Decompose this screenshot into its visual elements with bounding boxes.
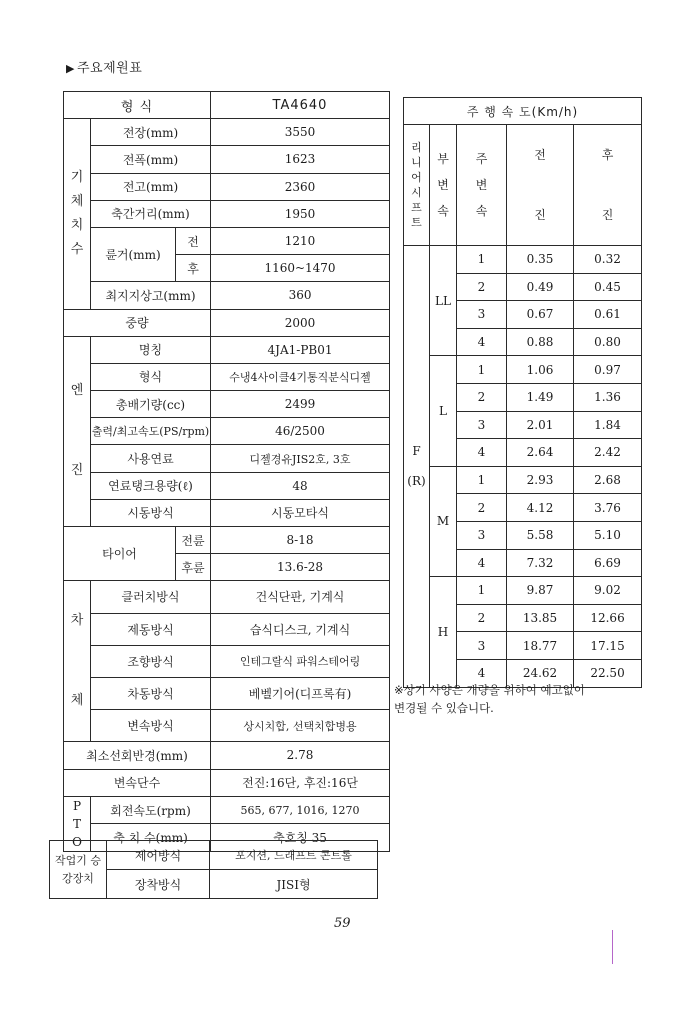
row-label: 클러치방식 [91,581,211,613]
row-value: 565, 677, 1016, 1270 [211,796,390,824]
reverse-speed-cell: 6.69 [574,549,642,577]
row-label: 최소선회반경(mm) [64,742,211,769]
table-row [50,841,378,870]
implement-table [49,840,378,899]
row-value: 축호칭 35 [211,824,390,852]
main-shift-cell: 3 [457,411,507,439]
heading-text: 주요제원표 [76,61,143,76]
row-value: 습식디스크, 기계식 [211,613,390,645]
forward-speed-cell: 2.93 [507,466,574,494]
table-row [64,677,390,709]
row-value: 2499 [211,391,390,418]
sub-label: 후 [176,255,211,282]
row-label: 전고(mm) [91,173,211,200]
main-shift-cell: 1 [457,577,507,605]
row-label: 중량 [64,309,211,336]
row-value: 디젤경유JIS2호, 3호 [211,445,390,472]
table-row [64,613,390,645]
forward-speed-cell: 0.88 [507,328,574,356]
model-value: TA4640 [211,92,390,119]
row-label: 륜거(mm) [91,227,176,281]
main-shift-cell: 4 [457,328,507,356]
forward-speed-cell: 1.49 [507,383,574,411]
main-shift-cell: 3 [457,632,507,660]
table-row [64,645,390,677]
row-label: 변속단수 [64,769,211,796]
row-value: 4JA1-PB01 [211,336,390,363]
main-shift-cell: 3 [457,521,507,549]
table-row [64,309,390,336]
row-value: 1950 [211,200,390,227]
row-label: 사용연료 [91,445,211,472]
table-row [64,119,390,146]
sub-label: 후륜 [176,554,211,581]
table-row [404,577,642,605]
row-value: 3550 [211,119,390,146]
reverse-speed-cell: 9.02 [574,577,642,605]
main-shift-cell: 1 [457,246,507,274]
forward-speed-cell: 1.06 [507,356,574,384]
triangle-marker-icon: ▶ [66,62,75,75]
table-row [64,472,390,499]
sub-shift-cell: M [430,466,457,576]
row-value: 1623 [211,146,390,173]
row-label: 총배기량(cc) [91,391,211,418]
reverse-speed-cell: 2.68 [574,466,642,494]
main-shift-cell: 4 [457,549,507,577]
table-row [64,499,390,526]
forward-speed-cell: 0.35 [507,246,574,274]
table-row [64,796,390,824]
table-row [64,200,390,227]
forward-speed-cell: 0.49 [507,273,574,301]
forward-speed-cell: 2.01 [507,411,574,439]
forward-speed-cell: 18.77 [507,632,574,660]
row-value: 2000 [211,309,390,336]
row-label: 명칭 [91,336,211,363]
row-value: JISI형 [210,870,378,899]
row-label: 출력/최고속도(PS/rpm) [91,418,211,445]
reverse-speed-cell: 0.32 [574,246,642,274]
table-row [64,92,390,119]
row-value: 13.6-28 [211,554,390,581]
sub-shift-cell: H [430,577,457,687]
row-label: 변속방식 [91,710,211,742]
main-shift-cell: 2 [457,494,507,522]
sub-shift-cell: LL [430,246,457,356]
row-label: 조향방식 [91,645,211,677]
main-shift-cell: 1 [457,466,507,494]
sub-label: 전 [176,227,211,254]
sub-label: 전륜 [176,527,211,554]
page-number: 59 [334,916,351,931]
row-label: 형식 [91,363,211,390]
row-label: 최지지상고(mm) [91,282,211,309]
reverse-speed-cell: 5.10 [574,521,642,549]
header-main-shift: 주 변 속 [457,125,507,246]
group-chassis: 차 체 [64,581,91,742]
reverse-speed-cell: 1.36 [574,383,642,411]
table-row [64,363,390,390]
forward-speed-cell: 24.62 [507,659,574,687]
main-shift-cell: 2 [457,604,507,632]
table-row [64,527,390,554]
row-label: 축간거리(mm) [91,200,211,227]
main-shift-cell: 1 [457,356,507,384]
row-value: 상시치합, 선택치합병용 [211,710,390,742]
forward-speed-cell: 4.12 [507,494,574,522]
header-sub-shift: 부 변 속 [430,125,457,246]
table-row [64,445,390,472]
row-label: 전폭(mm) [91,146,211,173]
forward-speed-cell: 5.58 [507,521,574,549]
row-value: 인테그랄식 파워스테어링 [211,645,390,677]
reverse-speed-cell: 0.61 [574,301,642,329]
table-row [404,356,642,384]
shift-label: F (R) [404,246,430,688]
row-value: 전진:16단, 후진:16단 [211,769,390,796]
row-label: 축 치 수(mm) [91,824,211,852]
row-value: 8-18 [211,527,390,554]
row-value: 1160~1470 [211,255,390,282]
reverse-speed-cell: 12.66 [574,604,642,632]
row-label: 제어방식 [107,841,210,870]
group-body-dimensions: 기 체 치 수 [64,119,91,309]
speed-title: 주 행 속 도(Km/h) [404,98,642,125]
row-value: 2.78 [211,742,390,769]
row-value: 수냉4사이클4기통직분식디젤 [211,363,390,390]
table-row [64,581,390,613]
reverse-speed-cell: 3.76 [574,494,642,522]
sub-shift-cell: L [430,356,457,466]
forward-speed-cell: 7.32 [507,549,574,577]
table-row [64,418,390,445]
row-value: 건식단판, 기계식 [211,581,390,613]
row-value: 1210 [211,227,390,254]
group-pto: P T O [64,796,91,851]
row-value: 2360 [211,173,390,200]
header-linear-shift: 리 니 어 시 프 트 [404,125,430,246]
reverse-speed-cell: 1.84 [574,411,642,439]
group-tire: 타이어 [64,527,176,581]
main-shift-cell: 3 [457,301,507,329]
table-row [64,282,390,309]
forward-speed-cell: 13.85 [507,604,574,632]
row-label: 전장(mm) [91,119,211,146]
main-shift-cell: 4 [457,439,507,467]
reverse-speed-cell: 2.42 [574,439,642,467]
note-text: ※상기 사양은 개량을 위하여 예고없이 변경될 수 있습니다. [394,683,585,715]
reverse-speed-cell: 0.97 [574,356,642,384]
main-shift-cell: 4 [457,659,507,687]
reverse-speed-cell: 0.80 [574,328,642,356]
table-row [64,336,390,363]
row-value: 46/2500 [211,418,390,445]
table-row [404,246,642,274]
main-shift-cell: 2 [457,383,507,411]
header-reverse: 후 진 [574,125,642,246]
row-label: 연료탱크용량(ℓ) [91,472,211,499]
table-row [64,710,390,742]
forward-speed-cell: 2.64 [507,439,574,467]
forward-speed-cell: 0.67 [507,301,574,329]
forward-speed-cell: 9.87 [507,577,574,605]
model-label: 형 식 [64,92,211,119]
row-label: 장착방식 [107,870,210,899]
header-forward: 전 진 [507,125,574,246]
spec-table [63,91,390,852]
section-heading [66,57,142,76]
margin-mark [612,930,613,964]
row-label: 제동방식 [91,613,211,645]
row-label: 시동방식 [91,499,211,526]
row-value: 포지션, 드래프트 콘트롤 [210,841,378,870]
row-value: 48 [211,472,390,499]
row-label: 차동방식 [91,677,211,709]
table-row [404,98,642,125]
table-row [404,125,642,246]
table-row [64,742,390,769]
table-row [64,769,390,796]
table-row [64,227,390,254]
group-implement: 작업기 승강장치 [50,841,107,899]
reverse-speed-cell: 17.15 [574,632,642,660]
row-value: 360 [211,282,390,309]
reverse-speed-cell: 22.50 [574,659,642,687]
reverse-speed-cell: 0.45 [574,273,642,301]
row-value: 베벨기어(디프록有) [211,677,390,709]
table-row [64,146,390,173]
table-row [64,173,390,200]
table-row [404,466,642,494]
table-row [64,391,390,418]
row-value: 시동모타식 [211,499,390,526]
row-label: 회전속도(rpm) [91,796,211,824]
speed-table [403,97,642,688]
main-shift-cell: 2 [457,273,507,301]
group-engine: 엔 진 [64,336,91,526]
